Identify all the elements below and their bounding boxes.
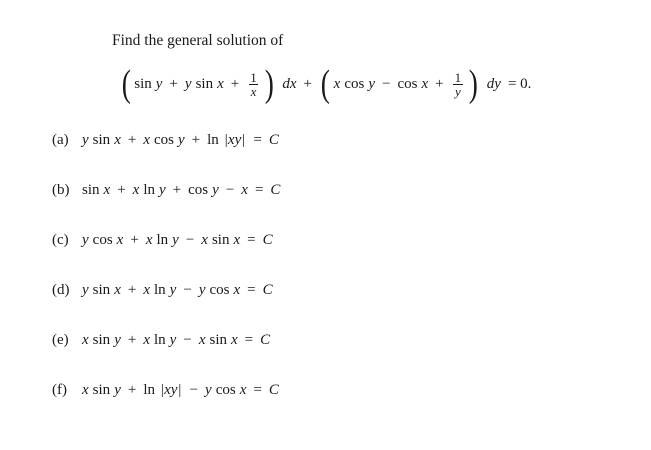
choice-b-a1: x bbox=[103, 182, 111, 198]
choice-a-label: (a) bbox=[52, 132, 69, 148]
choice-c-c: C bbox=[262, 232, 273, 248]
choice-b-f2: ln bbox=[143, 182, 155, 198]
choice-d-a1: x bbox=[114, 282, 121, 298]
left-paren-open: ( bbox=[121, 63, 131, 105]
choice-b[interactable] bbox=[52, 182, 612, 232]
left-term2-argument: x bbox=[217, 75, 224, 92]
choice-b-label: (b) bbox=[52, 182, 70, 198]
choice-b-a2: y bbox=[159, 182, 166, 198]
choice-c-v2: x bbox=[145, 232, 153, 248]
left-fraction-numerator: 1 bbox=[250, 69, 257, 85]
left-operator-1: + bbox=[169, 75, 178, 92]
choice-a[interactable] bbox=[52, 132, 612, 182]
choice-f-v3: y bbox=[205, 382, 212, 398]
choice-c-a1: x bbox=[116, 232, 124, 248]
question-prompt: Find the general solution of bbox=[112, 32, 284, 49]
choice-b-f3: cos bbox=[188, 182, 209, 198]
choice-a-op1: + bbox=[127, 132, 137, 148]
choice-d-a2: y bbox=[169, 282, 177, 298]
choice-a-a1: x bbox=[114, 132, 121, 148]
choice-f-abs: |xy| bbox=[160, 382, 182, 398]
choice-e-v2: x bbox=[143, 332, 150, 348]
choice-c-f3: sin bbox=[211, 232, 230, 248]
choice-b-v2: x bbox=[132, 182, 140, 198]
choice-f-expression bbox=[82, 382, 279, 399]
choice-e-f2: ln bbox=[154, 332, 166, 348]
right-term1-function: cos bbox=[344, 75, 365, 92]
right-term1-variable: x bbox=[333, 75, 341, 92]
left-term2-variable: y bbox=[184, 75, 192, 92]
choice-d-f2: ln bbox=[154, 282, 166, 298]
right-term2-function: cos bbox=[397, 75, 418, 92]
right-fraction-denominator: y bbox=[454, 84, 461, 100]
choice-d-expression bbox=[82, 282, 273, 299]
choice-c-a3: x bbox=[233, 232, 241, 248]
choice-c-op2: − bbox=[185, 232, 195, 248]
choice-f-a1: y bbox=[114, 382, 121, 398]
choice-c-f2: ln bbox=[156, 232, 169, 248]
choice-d-label: (d) bbox=[52, 282, 70, 298]
choice-a-eq: = bbox=[253, 132, 262, 148]
choice-d-op1: + bbox=[127, 282, 137, 298]
choice-f-label: (f) bbox=[52, 382, 67, 398]
choice-b-eq: = bbox=[254, 182, 264, 198]
choice-f-v1: x bbox=[82, 382, 89, 398]
choice-b-op1: + bbox=[117, 182, 126, 198]
right-term1-argument: y bbox=[368, 75, 376, 92]
choice-a-op2: + bbox=[191, 132, 201, 148]
choice-b-c: C bbox=[270, 182, 281, 198]
choice-d[interactable] bbox=[52, 282, 612, 332]
right-operator-1: − bbox=[382, 75, 391, 92]
choice-b-expression bbox=[82, 182, 280, 199]
right-operator-2: + bbox=[435, 75, 444, 92]
choice-b-op3: − bbox=[225, 182, 235, 198]
choice-e-expression bbox=[82, 332, 270, 349]
choice-d-f1: sin bbox=[92, 282, 111, 298]
left-fraction-denominator: x bbox=[250, 84, 257, 100]
left-operator-2: + bbox=[230, 75, 240, 92]
choice-d-a3: x bbox=[233, 282, 241, 298]
choice-f-op2: − bbox=[189, 382, 199, 398]
choice-f-op1: + bbox=[127, 382, 137, 398]
choice-e-op2: − bbox=[183, 332, 192, 348]
right-paren-open: ( bbox=[320, 63, 330, 105]
choice-d-v2: x bbox=[143, 282, 150, 298]
choice-c-label: (c) bbox=[52, 232, 69, 248]
choice-c-v1: y bbox=[82, 232, 89, 248]
choice-f-c: C bbox=[268, 382, 279, 398]
choice-e-f1: sin bbox=[92, 332, 111, 348]
choice-b-f1: sin bbox=[82, 182, 100, 198]
left-term2-function: sin bbox=[195, 75, 214, 92]
left-fraction bbox=[248, 71, 259, 99]
left-term1-variable: y bbox=[155, 75, 163, 92]
choice-a-expression bbox=[82, 132, 279, 149]
choice-d-v3: y bbox=[198, 282, 206, 298]
left-term1-function: sin bbox=[134, 75, 152, 92]
choice-f-eq: = bbox=[253, 382, 262, 398]
choice-f-a3: x bbox=[239, 382, 247, 398]
choice-f-f2: ln bbox=[143, 382, 155, 398]
choice-a-f2: cos bbox=[154, 132, 174, 148]
choice-b-op2: + bbox=[172, 182, 182, 198]
choice-f-f1: sin bbox=[92, 382, 111, 398]
choice-e-eq: = bbox=[244, 332, 254, 348]
choice-e-op1: + bbox=[127, 332, 137, 348]
choice-c[interactable] bbox=[52, 232, 612, 282]
choice-c-f1: cos bbox=[92, 232, 113, 248]
choice-c-op1: + bbox=[130, 232, 139, 248]
choice-f[interactable] bbox=[52, 382, 612, 432]
choice-e-c: C bbox=[260, 332, 271, 348]
choice-e-a3: x bbox=[231, 332, 238, 348]
choice-a-a2: y bbox=[178, 132, 185, 148]
equation-middle-operator: + bbox=[303, 75, 313, 92]
right-fraction bbox=[453, 71, 464, 99]
choice-d-v1: y bbox=[82, 282, 89, 298]
choice-e-f3: sin bbox=[209, 332, 227, 348]
choice-e-a2: y bbox=[169, 332, 177, 348]
choice-e-v3: x bbox=[198, 332, 206, 348]
choice-c-v3: x bbox=[201, 232, 208, 248]
choice-d-eq: = bbox=[247, 282, 256, 298]
choice-e-a1: y bbox=[114, 332, 121, 348]
choice-c-eq: = bbox=[247, 232, 256, 248]
choice-a-f1: sin bbox=[92, 132, 111, 148]
right-paren-close: ) bbox=[468, 63, 479, 105]
right-fraction-numerator: 1 bbox=[454, 69, 462, 85]
differential-dy: dy bbox=[486, 75, 501, 92]
choice-a-c: C bbox=[268, 132, 279, 148]
choice-e[interactable] bbox=[52, 332, 612, 382]
choice-e-label: (e) bbox=[52, 332, 69, 348]
differential-dx: dx bbox=[282, 75, 297, 92]
choice-f-f3: cos bbox=[215, 382, 236, 398]
choice-c-a2: y bbox=[172, 232, 179, 248]
choice-c-expression bbox=[82, 232, 273, 249]
equation-line bbox=[120, 63, 532, 105]
choice-a-abs: |xy| bbox=[223, 132, 246, 148]
choice-b-a3: y bbox=[212, 182, 219, 198]
answer-choices bbox=[52, 132, 612, 432]
choice-b-v4: x bbox=[241, 182, 248, 198]
choice-a-f3: ln bbox=[207, 132, 219, 148]
left-paren-close: ) bbox=[264, 63, 274, 105]
choice-e-v1: x bbox=[82, 332, 89, 348]
equation-equals-zero: = 0. bbox=[507, 75, 532, 92]
choice-d-f3: cos bbox=[209, 282, 230, 298]
choice-d-c: C bbox=[262, 282, 273, 298]
choice-a-v1: y bbox=[82, 132, 89, 148]
right-term2-argument: x bbox=[421, 75, 429, 92]
choice-d-op2: − bbox=[183, 282, 192, 298]
choice-a-v2: x bbox=[143, 132, 150, 148]
differential-equation bbox=[0, 63, 651, 105]
